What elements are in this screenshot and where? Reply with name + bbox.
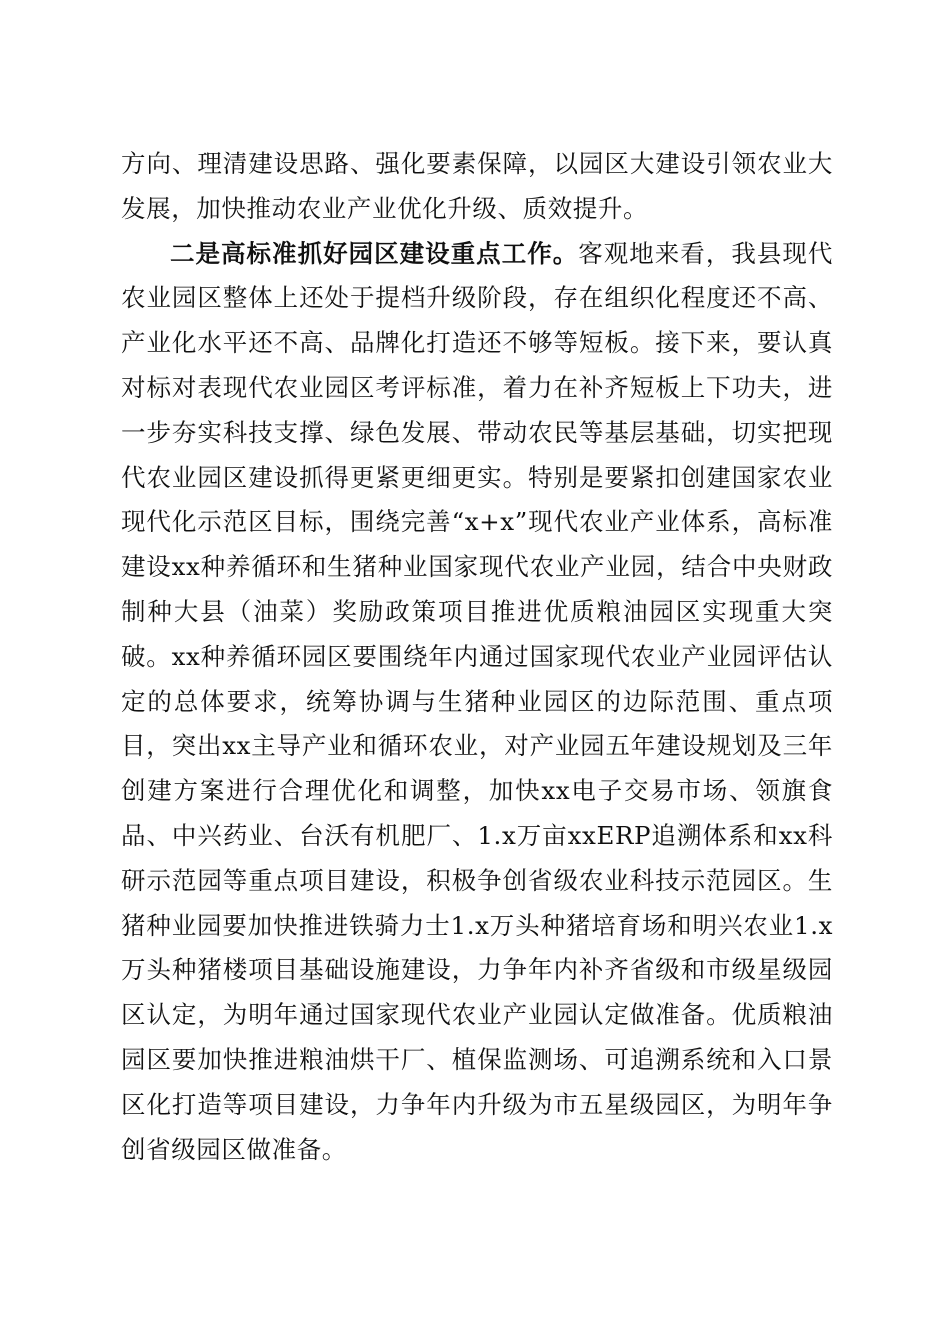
document-body	[121, 142, 833, 1172]
paragraph-heading: 二是高标准抓好园区建设重点工作。	[170, 238, 579, 268]
paragraph-text: 客观地来看，我县现代农业园区整体上还处于提档升级阶段，存在组织化程度还不高、产业化水平还不高、品牌化打造还不够等短板。接下来，要认真对标对表现代农业园区考评标准，着力在补齐短板上下功夫，进一步夯实科技支撑、绿色发展、带动农民等基层基础，切实把现代农业园区建设抓得更紧更细更实。特别是要紧扣创建国家农业现代化示范区目标，围绕完善“x+x”现代农业产业体系，高标准建设xx种养循环和生猪种业国家现代农业产业园，结合中央财政制种大县（油菜）奖励政策项目推进优质粮油园区实现重大突破。xx种养循环园区要围绕年内通过国家现代农业产业园评估认定的总体要求，统筹协调与生猪种业园区的边际范围、重点项目，突出xx主导产业和循环农业，对产业园五年建设规划及三年创建方案进行合理优化和调整，加快xx电子交易市场、领旗食品、中兴药业、台沃有机肥厂、1.x万亩xxERP追溯体系和xx科研示范园等重点项目建设，积极争创省级农业科技示范园区。生猪种业园要加快推进铁骑力士1.x万头种猪培育场和明兴农业1.x万头种猪楼项目基础设施建设，力争年内补齐省级和市级星级园区认定，为明年通过国家现代农业产业园认定做准备。优质粮油园区要加快推进粮油烘干厂、植保监测场、可追溯系统和入口景区化打造等项目建设，力争年内升级为市五星级园区，为明年争创省级园区做准备。	[121, 238, 833, 1164]
paragraph-text: 方向、理清建设思路、强化要素保障，以园区大建设引领农业大发展，加快推动农业产业优化升级、质效提升。	[121, 149, 833, 223]
paragraph-section-two	[121, 232, 833, 1173]
paragraph-continuation	[121, 142, 833, 232]
